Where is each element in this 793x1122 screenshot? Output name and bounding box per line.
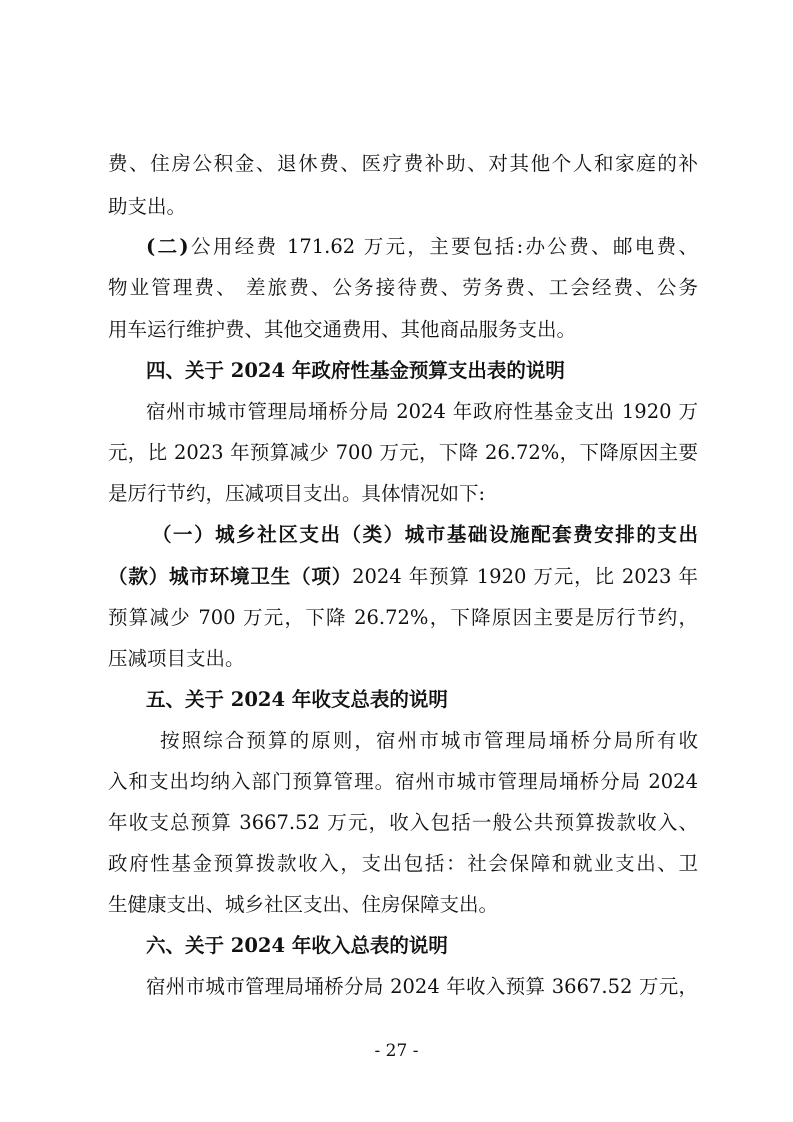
paragraph-line (108, 561, 698, 593)
paragraph-line: 年收支总预算 3667.52 万元，收入包括一般公共预算拨款收入、 (108, 811, 698, 834)
paragraph-line: 按照综合预算的原则，宿州市城市管理局埇桥分局所有收 (160, 729, 698, 752)
section-label: (二) (146, 235, 189, 258)
paragraph-line: 费、住房公积金、退休费、医疗费补助、对其他个人和家庭的补 (108, 152, 698, 175)
paragraph-line: 宿州市城市管理局埇桥分局 2024 年收入预算 3667.52 万元， (146, 975, 698, 998)
paragraph-line-bold: （一）城乡社区支出（类）城市基础设施配套费安排的支出 (152, 523, 698, 546)
section-heading-6: 六、关于 2024 年收入总表的说明 (146, 934, 448, 957)
paragraph-text: 公用经费 171.62 万元，主要包括:办公费、邮电费、 (188, 235, 699, 258)
paragraph-line: 助支出。 (108, 195, 187, 218)
category-label: （款）城市环境卫生（项） (108, 565, 353, 588)
paragraph-line: 生健康支出、城乡社区支出、住房保障支出。 (108, 893, 499, 916)
paragraph-line: 入和支出均纳入部门预算管理。宿州市城市管理局埇桥分局 2024 (108, 770, 698, 793)
paragraph-line: 政府性基金预算拨款收入，支出包括：社会保障和就业支出、卫 (108, 852, 698, 875)
section-heading-5: 五、关于 2024 年收支总表的说明 (146, 688, 448, 711)
paragraph-line: 预算减少 700 万元，下降 26.72%，下降原因主要是厉行节约， (108, 606, 698, 629)
paragraph-line: 物业管理费、 差旅费、公务接待费、劳务费、工会经费、公务 (108, 276, 698, 299)
paragraph-line: 宿州市城市管理局埇桥分局 2024 年政府性基金支出 1920 万 (146, 400, 698, 423)
paragraph-text: 2024 年预算 1920 万元，比 2023 年 (352, 565, 698, 588)
section-heading-4: 四、关于 2024 年政府性基金预算支出表的说明 (146, 359, 565, 382)
paragraph-line: 用车运行维护费、其他交通费用、其他商品服务支出。 (108, 318, 577, 341)
page-number: - 27 - (374, 1041, 419, 1061)
paragraph-line (146, 231, 698, 263)
paragraph-line: 压减项目支出。 (108, 647, 245, 670)
paragraph-line: 是厉行节约，压减项目支出。具体情况如下: (108, 482, 486, 505)
paragraph-line: 元，比 2023 年预算减少 700 万元，下降 26.72%，下降原因主要 (108, 441, 698, 464)
